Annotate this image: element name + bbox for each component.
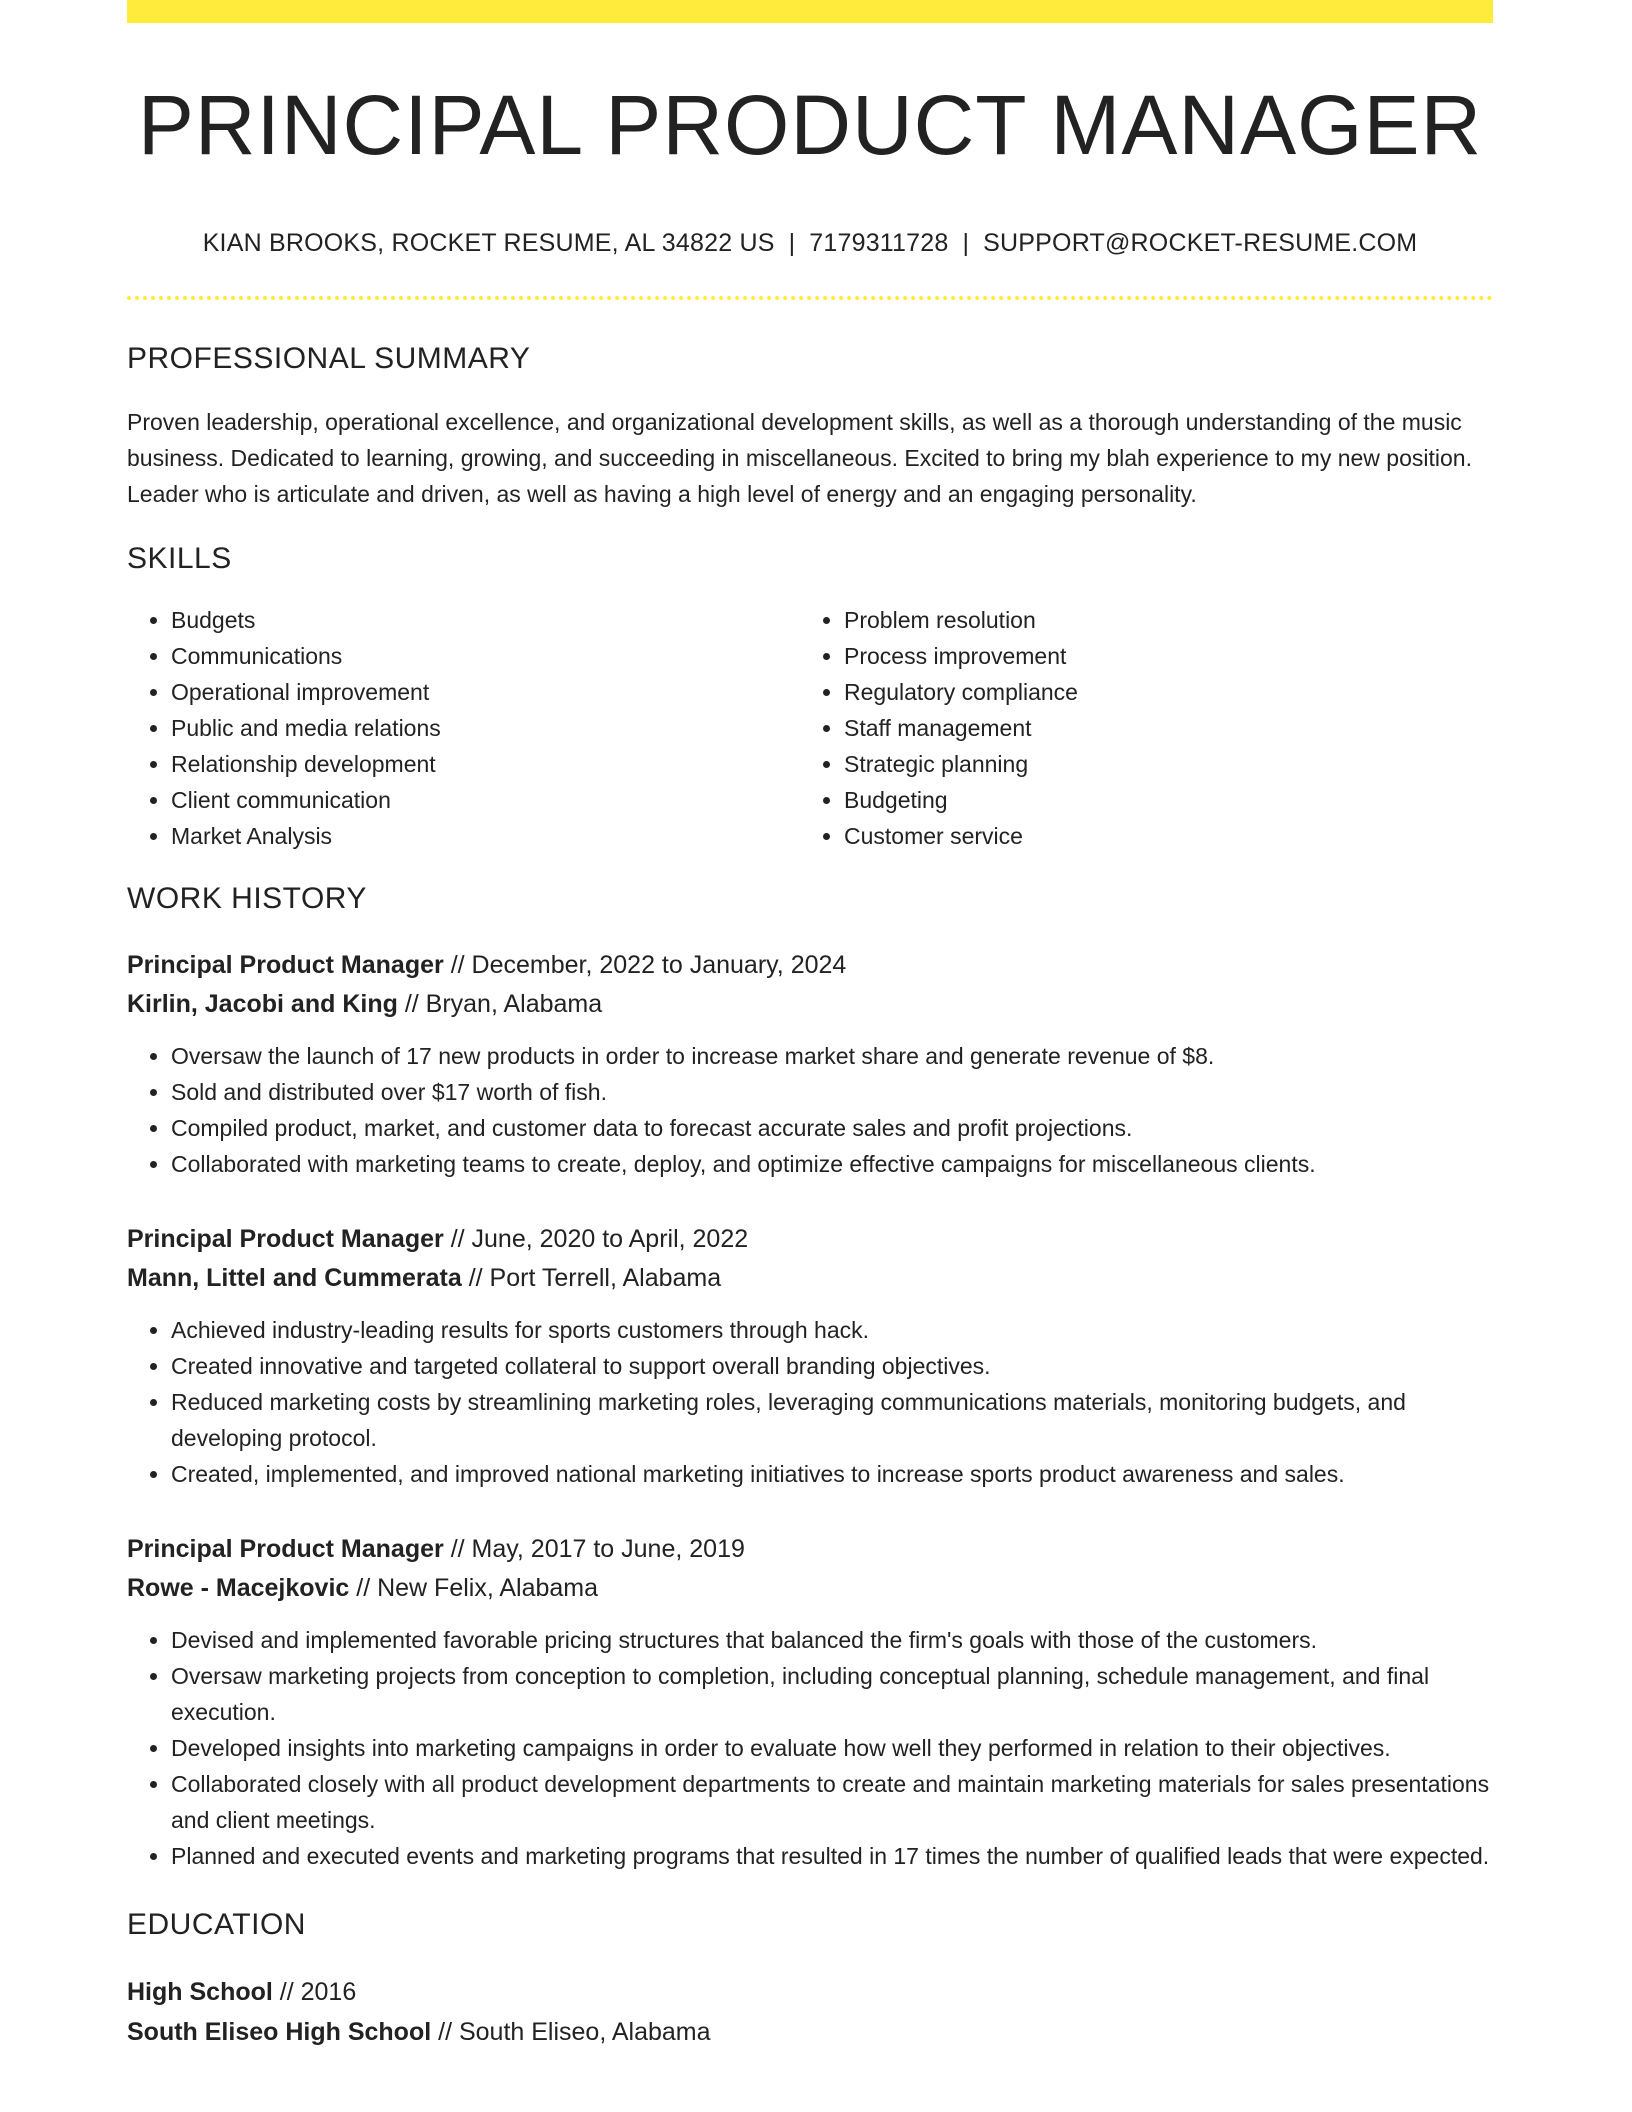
education-school-line: [127, 2012, 1493, 2052]
job-title: Principal Product Manager: [127, 1225, 444, 1254]
skill-item: • Regulatory compliance: [844, 674, 1473, 710]
contact-separator: |: [788, 229, 796, 258]
job-bullet: • Achieved industry-leading results for sports customers through hack.: [171, 1312, 1493, 1348]
job-bullets: [127, 1038, 1493, 1182]
job-entry: [127, 946, 1493, 1182]
education-location: // South Eliseo, Alabama: [431, 2018, 711, 2047]
skills-heading: SKILLS: [127, 542, 232, 576]
contact-phone: 7179311728: [809, 229, 949, 258]
job-bullet: • Collaborated closely with all product development departments to create and maintain marketing materials for sales presentations and client meetings.: [171, 1766, 1493, 1838]
skill-item: • Process improvement: [844, 638, 1473, 674]
job-dates: // December, 2022 to January, 2024: [443, 951, 847, 980]
job-bullet: • Devised and implemented favorable pricing structures that balanced the firm's goals with those of the customers.: [171, 1622, 1493, 1658]
job-bullet: • Compiled product, market, and customer data to forecast accurate sales and profit projections.: [171, 1110, 1493, 1146]
summary-heading: PROFESSIONAL SUMMARY: [127, 342, 531, 376]
skill-item: • Budgets: [171, 602, 800, 638]
job-bullets: [127, 1312, 1493, 1492]
contact-address: KIAN BROOKS, ROCKET RESUME, AL 34822 US: [202, 229, 775, 258]
job-location: // New Felix, Alabama: [349, 1574, 599, 1603]
education-entry: [127, 1972, 1493, 2052]
job-location: // Bryan, Alabama: [397, 990, 603, 1019]
job-dates: // May, 2017 to June, 2019: [443, 1535, 745, 1564]
job-company-line: [127, 1569, 1493, 1608]
education-degree-line: [127, 1972, 1493, 2012]
job-entry: [127, 1220, 1493, 1492]
job-bullet: • Oversaw the launch of 17 new products in order to increase market share and generate revenue of $8.: [171, 1038, 1493, 1074]
summary-text: Proven leadership, operational excellence, and organizational development skills, as well as a thorough understanding of the music business. Dedicated to learning, growing, and succeeding in miscellaneous. Excited to bring my blah experience to my new position. Leader who is articulate and driven, as well as having a high level of energy and an engaging personality.: [127, 409, 1472, 508]
education-degree: High School: [127, 1978, 273, 2007]
job-title: Principal Product Manager: [127, 951, 444, 980]
skill-item: • Staff management: [844, 710, 1473, 746]
job-company: Kirlin, Jacobi and King: [127, 990, 398, 1019]
skills-list: [127, 602, 1493, 854]
education-school: South Eliseo High School: [127, 2018, 432, 2047]
resume-page: [127, 0, 1493, 2052]
job-title: Principal Product Manager: [127, 1535, 444, 1564]
job-company: Mann, Littel and Cummerata: [127, 1264, 462, 1293]
skill-item: • Budgeting: [844, 782, 1473, 818]
skill-item: • Communications: [171, 638, 800, 674]
skill-item: • Customer service: [844, 818, 1473, 854]
education-heading: EDUCATION: [127, 1908, 306, 1942]
work-history-heading: WORK HISTORY: [127, 882, 367, 916]
job-title-line: [127, 1220, 1493, 1259]
skills-column-right: [800, 602, 1473, 854]
skill-item: • Market Analysis: [171, 818, 800, 854]
resume-title: PRINCIPAL PRODUCT MANAGER: [137, 78, 1483, 172]
skill-item: • Operational improvement: [171, 674, 800, 710]
skills-column-left: [127, 602, 800, 854]
job-bullet: • Developed insights into marketing campaigns in order to evaluate how well they performed in relation to their objectives.: [171, 1730, 1493, 1766]
skill-item: • Public and media relations: [171, 710, 800, 746]
contact-separator: |: [962, 229, 970, 258]
job-company: Rowe - Macejkovic: [127, 1574, 350, 1603]
contact-line: [127, 229, 1493, 258]
job-bullet: • Planned and executed events and marketing programs that resulted in 17 times the number of qualified leads that were expected.: [171, 1838, 1493, 1874]
job-company-line: [127, 985, 1493, 1024]
job-dates: // June, 2020 to April, 2022: [443, 1225, 749, 1254]
job-location: // Port Terrell, Alabama: [461, 1264, 722, 1293]
job-bullet: • Collaborated with marketing teams to create, deploy, and optimize effective campaigns for miscellaneous clients.: [171, 1146, 1493, 1182]
job-bullet: • Created innovative and targeted collateral to support overall branding objectives.: [171, 1348, 1493, 1384]
job-bullet: • Oversaw marketing projects from conception to completion, including conceptual planning, schedule management, and final execution.: [171, 1658, 1493, 1730]
job-title-line: [127, 946, 1493, 985]
education-year: // 2016: [272, 1978, 357, 2007]
job-bullets: [127, 1622, 1493, 1874]
accent-top-bar: [127, 0, 1493, 23]
job-bullet: • Sold and distributed over $17 worth of fish.: [171, 1074, 1493, 1110]
skill-item: • Relationship development: [171, 746, 800, 782]
contact-email[interactable]: SUPPORT@ROCKET-RESUME.COM: [983, 229, 1418, 258]
job-bullet: • Reduced marketing costs by streamlining marketing roles, leveraging communications materials, monitoring budgets, and developing protocol.: [171, 1384, 1493, 1456]
dotted-divider: [127, 296, 1493, 300]
job-company-line: [127, 1259, 1493, 1298]
skill-item: • Client communication: [171, 782, 800, 818]
job-bullet: • Created, implemented, and improved national marketing initiatives to increase sports product awareness and sales.: [171, 1456, 1493, 1492]
job-entry: [127, 1530, 1493, 1874]
skill-item: • Problem resolution: [844, 602, 1473, 638]
skill-item: • Strategic planning: [844, 746, 1473, 782]
job-title-line: [127, 1530, 1493, 1569]
